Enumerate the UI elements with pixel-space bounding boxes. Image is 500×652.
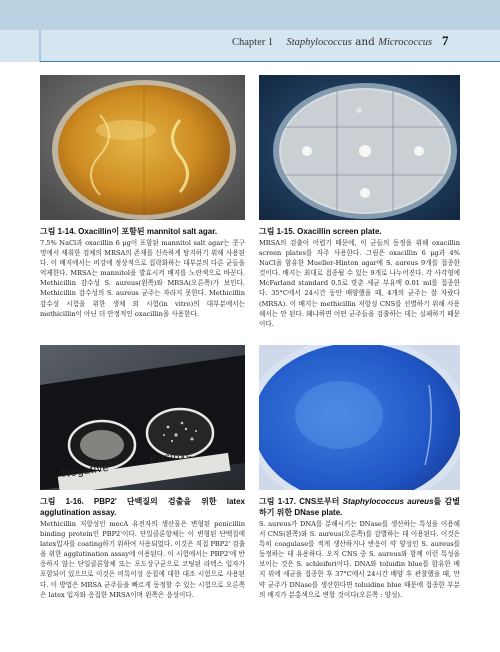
figure-1-15-body: MRSA의 검출이 어렵기 때문에, 이 균들의 동정을 위해 oxacillin screen plates를 자주 사용한다. 그림은 oxacillin 6 μg과 4% NaCl을 함유한 Mueller-Hinton agar에 S. aureus 9개를 접종한 것이다. 배지는 최대로 접종될 수 있는 9개로 나누어진다. 각 사각형에 McFarland standard 0.5로 맞춘 세균 부유액 0.01 ml를 접종한다. 35°C에서 24시간 동안 배양했을 때, 4개의 균주는 잘 자랐다(MRSA). 이 배지는 methicillin 저항성 CNS를 선별하기 위해 사용해서는 안 된다. 왜냐하면 어떤 균주들을 검출하는 데는 실패하기 때문이다.: [259, 239, 460, 328]
topic-a: Staphylococcus: [286, 37, 352, 48]
figure-1-15-image: [259, 75, 460, 220]
figure-1-14-image: [40, 75, 245, 220]
figure-1-15-caption: [259, 226, 460, 329]
negative-label: Negative: [61, 461, 111, 481]
page-header-band: [0, 0, 500, 62]
figure-1-16-title: 그림 1-16. PBP2' 단백질의 검출을 위한 latex agglutination assay.: [40, 497, 245, 517]
figure-1-14-title: 그림 1-14. Oxacillin이 포함된 mannitol salt agar.: [40, 227, 218, 236]
figure-1-17-image: [259, 345, 460, 490]
chapter-label: Chapter 1: [232, 37, 274, 48]
figure-1-16-caption: [40, 496, 245, 600]
running-head: [232, 36, 432, 48]
figure-1-17-title: [259, 496, 460, 518]
figure-1-17-title-post: 를 감별하기 위한 DNase plate.: [259, 497, 460, 517]
figure-1-17-body: S. aureus가 DNA를 분해시키는 DNase를 생산하는 특성을 이용해서 CNS(왼쪽)와 S. aureus(오른쪽)를 감별하는 데 이용된다. 이것은 특히 coagulase를 적게 생산하거나 반응이 약 양성인 S. aureus를 동정하는 데 유용하다. 오직 CNS 중 S. aureus와 함께 이런 특성을 보이는 것은 S. schleiferi이다. DNA와 toluidin blue를 함유한 배지 위에 세균을 접종한 후 37°C에서 24시간 배양 후 관찰했을 때, 만약 균주가 DNase를 생산한다면 toluidine blue 때문에 접종한 부분의 배지가 분홍색으로 변할 것이다(오른쪽 : 양성).: [259, 520, 460, 599]
topic-b: Micrococcus: [378, 37, 433, 48]
figure-1-16-body: Methicillin 저항성인 mecA 유전자의 생산물은 변형된 penicillin binding protein인 PBP2'이다. 단일클론항체는 이 변형된 단백질에 latex입자를 coating하기 위하여 사용되었다. 이것은 직접 PBP2' 검출을 위한 agglutination assay에 이용된다. 이 시험에서는 PBP2'에 반응하지 않는 단일클론항체 또는 포도상구균으로 코팅된 라텍스 입자가 포함되어 있으므로 이것은 비특이성 응집에 대한 대조 시험으로 사용된다. 이 방법은 MRSA 균주들을 빠르게 동정할 수 있는 시험으로 오른쪽은 latex 입자와 응집한 MRSA이며 왼쪽은 음성이다.: [40, 520, 246, 599]
figure-1-17-caption: [259, 496, 460, 600]
figure-1-14-caption: [40, 226, 245, 319]
topic-and: and: [355, 36, 375, 48]
figure-1-17-title-pre: 그림 1-17. CNS로부터: [259, 497, 343, 506]
figure-1-14-body: 7.5% NaCl과 oxacillin 6 μg이 포함된 mannitol salt agar는 콧구멍에서 채취한 검체의 MRSA의 존재를 신속하게 탐지하기 위해 사용된다. 이 배지에서는 비강에 정상적으로 집락화하는 대부분의 다른 균들을 억제한다. MRSA는 mannitol을 발효시켜 배지를 노란색으로 바꾼다. Methicillin 감수성 S. aureus(왼쪽)와 MRSA(오른쪽)가 보인다. Methicillin 감수성의 S. aureus 균주는 자라지 못한다. Methicillin 감수성 시험을 위한 생체 외 시험(in vitro)의 대부분에서는 methicillin이 아닌 더 안정적인 oxacillin을 사용한다.: [40, 239, 245, 318]
header-decoration: [0, 0, 500, 62]
positive-label: Positive: [149, 448, 194, 466]
figure-1-15-title: 그림 1-15. Oxacillin screen plate.: [259, 227, 382, 236]
figure-1-17-title-italic: Staphylococcus aureus: [342, 497, 434, 506]
page-number: 7: [442, 33, 449, 48]
